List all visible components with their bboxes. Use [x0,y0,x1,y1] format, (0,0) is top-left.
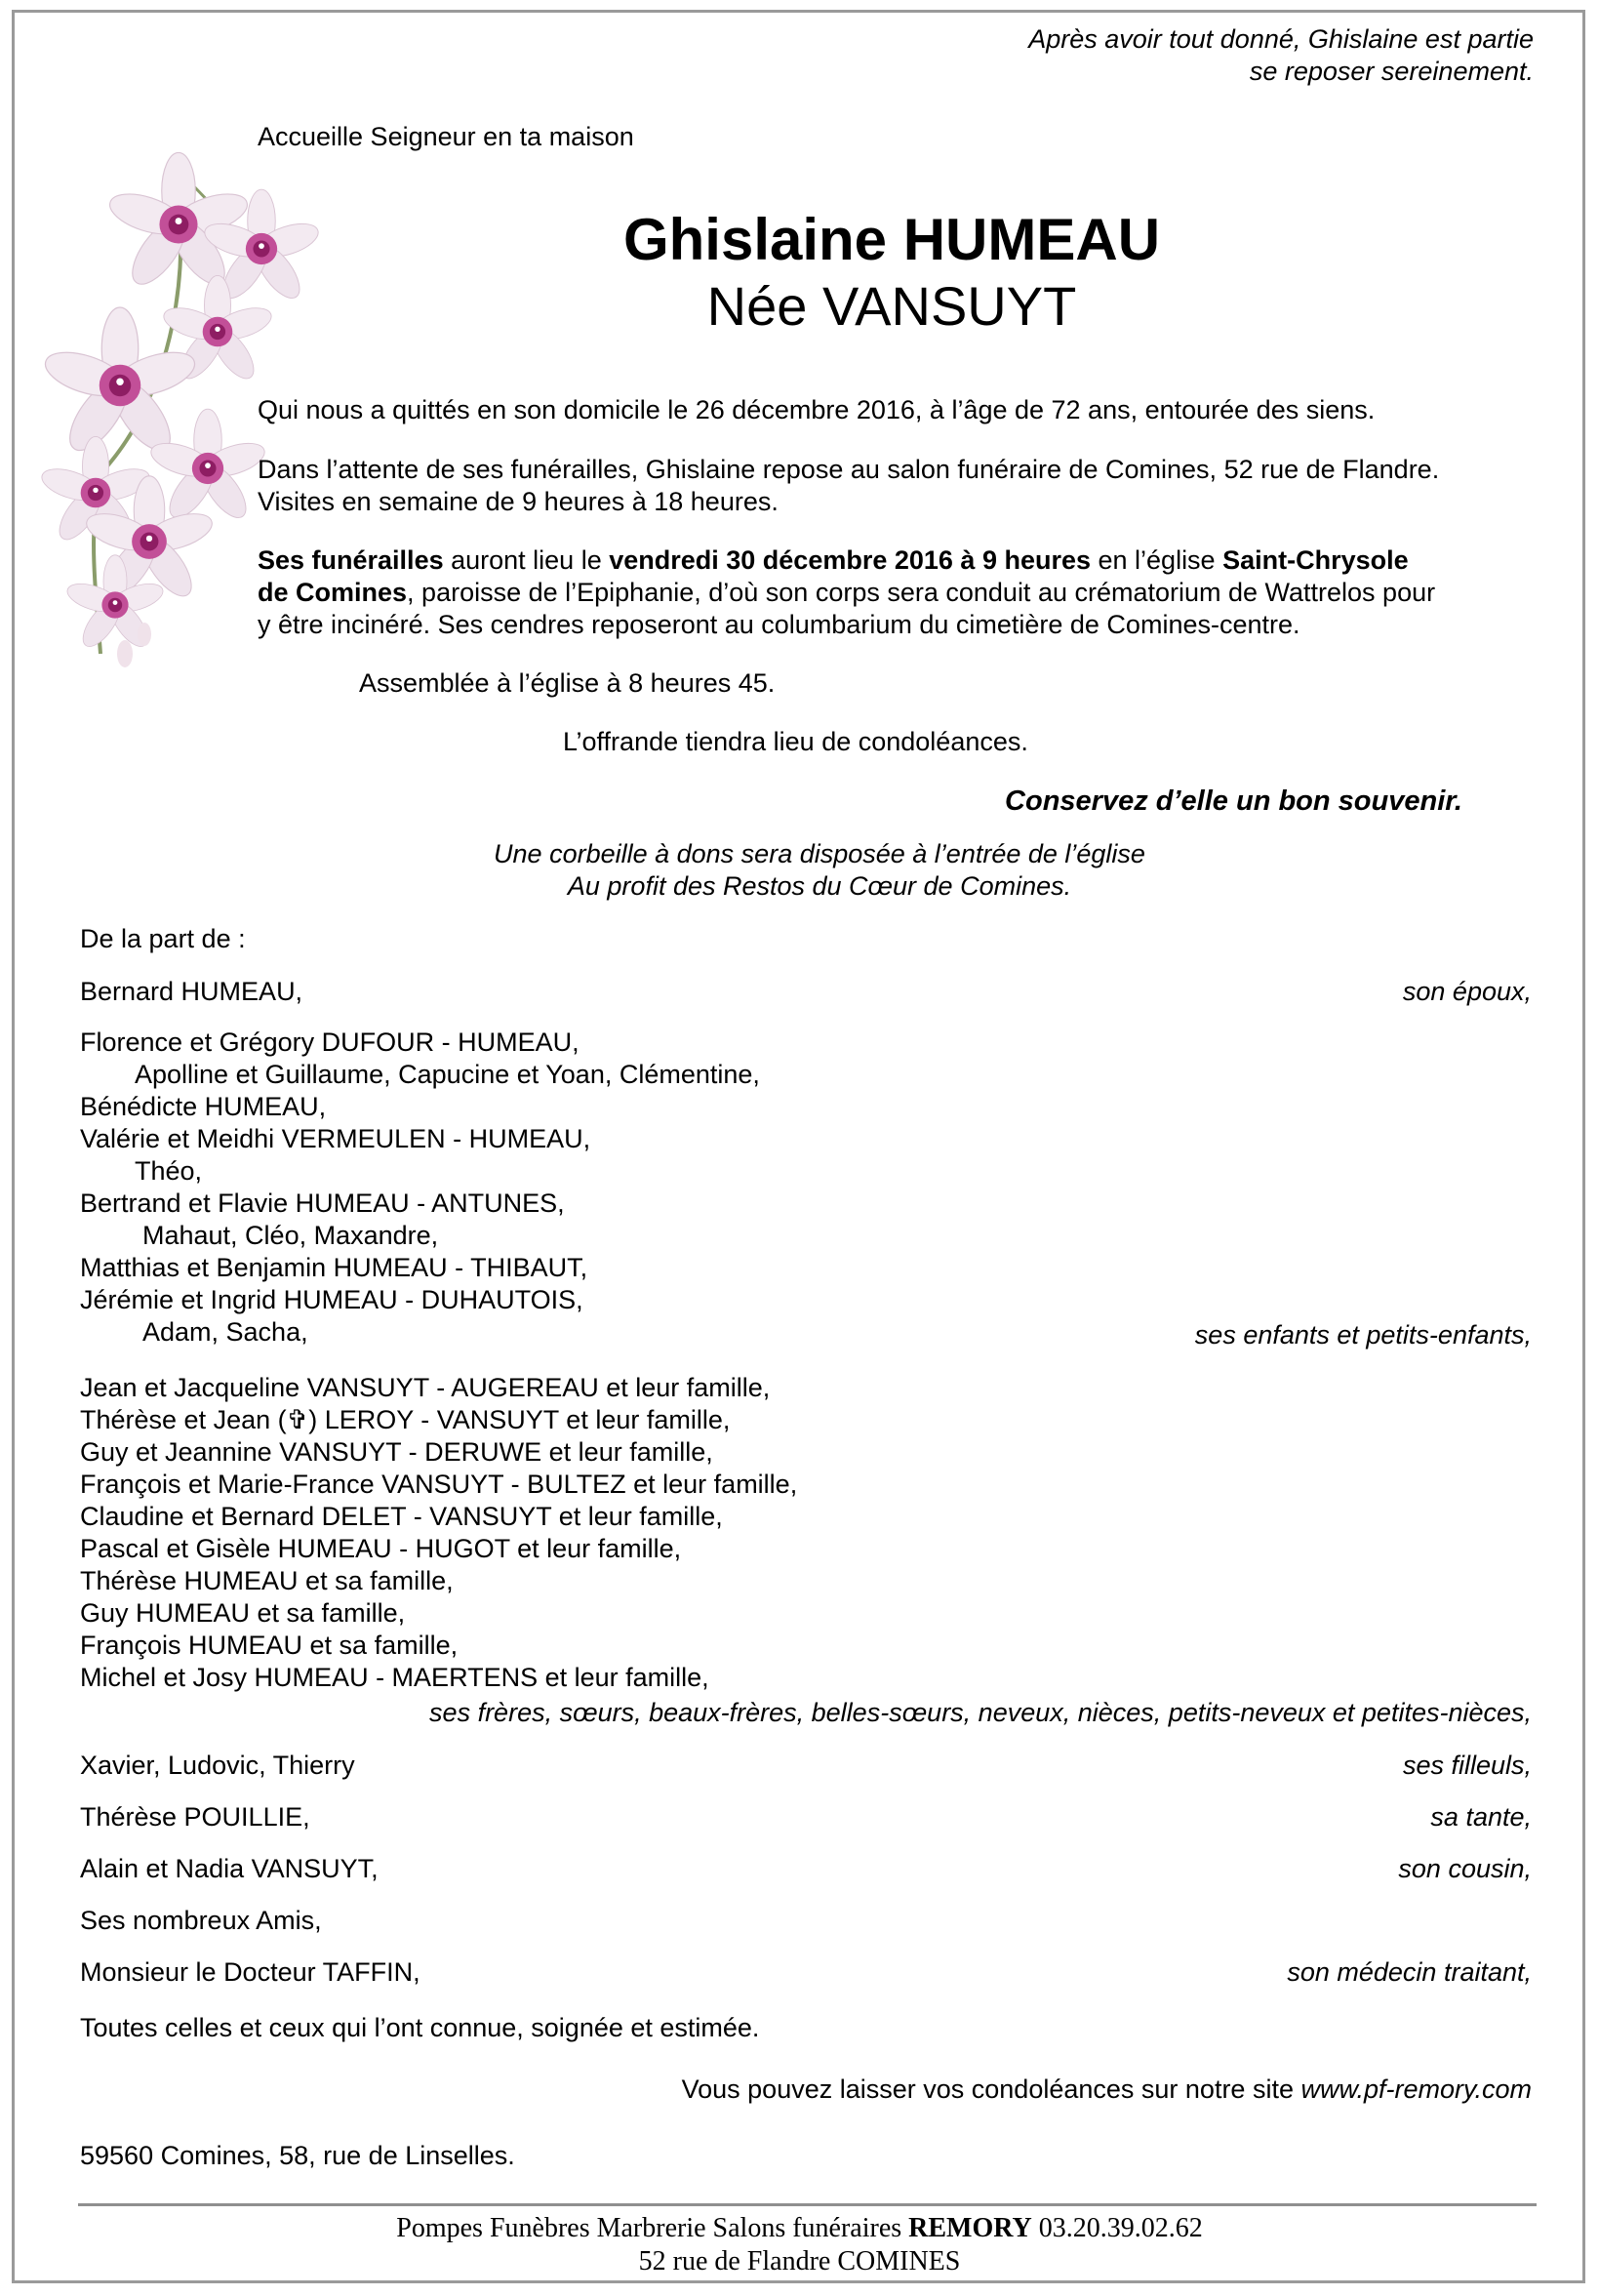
condolences-text: Vous pouvez laisser vos condoléances sur notre site [681,2074,1301,2104]
cousin-role: son cousin, [1398,1854,1532,1883]
list-item: Jean et Jacqueline VANSUYT - AUGEREAU et leur famille, [80,1373,771,1402]
list-item: Guy et Jeannine VANSUYT - DERUWE et leur famille, [80,1437,713,1467]
spouse-name: Bernard HUMEAU, [80,977,303,1006]
basket-line: Une corbeille à dons sera disposée à l’entrée de l’église [494,839,1145,868]
list-item: Florence et Grégory DUFOUR - HUMEAU, [80,1027,580,1057]
condolences-line [682,2074,1532,2106]
list-item: Thérèse et Jean (✞) LEROY - VANSUYT et leur famille, [80,1405,731,1434]
list-item: Théo, [135,1156,203,1186]
list-item: Bertrand et Flavie HUMEAU - ANTUNES, [80,1188,565,1218]
paragraph-funeral-line: y être incinéré. Ses cendres reposeront au columbarium du cimetière de Comines-centre. [258,610,1300,639]
assembly-text: Assemblée à l’église à 8 heures 45. [359,668,776,698]
funeral-text: , paroisse de l’Epiphanie, d’où son corps sera conduit au crématorium de Wattrelos pour [407,578,1436,607]
maiden-name: Née VANSUYT [706,275,1077,337]
from-label: De la part de : [80,924,246,953]
children-list [80,1027,760,1349]
list-item: Apolline et Guillaume, Capucine et Yoan, Clémentine, [135,1060,760,1089]
doctor-name: Monsieur le Docteur TAFFIN, [80,1957,420,1987]
friends-text: Ses nombreux Amis, [80,1906,322,1935]
list-item: Claudine et Bernard DELET - VANSUYT et leur famille, [80,1502,723,1531]
list-item: Pascal et Gisèle HUMEAU - HUGOT et leur famille, [80,1534,682,1563]
prayer-text: Accueille Seigneur en ta maison [258,122,634,151]
godchildren-name: Xavier, Ludovic, Thierry [80,1751,355,1780]
godchildren-role: ses filleuls, [1402,1751,1532,1780]
footer-phone: 03.20.39.02.62 [1031,2213,1203,2243]
footer-services: Pompes Funèbres Marbrerie Salons funéraires [396,2213,909,2243]
paragraph-funeral-line [258,577,1435,609]
siblings-role: ses frères, sœurs, beaux-frères, belles-sœurs, neveux, nièces, petits-neveux et petites-nièces, [429,1698,1532,1727]
footer-divider [78,2203,1537,2206]
aunt-role: sa tante, [1430,1802,1532,1832]
footer [0,2212,1599,2278]
header-quote-line: Après avoir tout donné, Ghislaine est partie [1028,24,1534,54]
list-item: Thérèse HUMEAU et sa famille, [80,1566,454,1595]
doctor-role: son médecin traitant, [1287,1957,1532,1987]
paragraph-rest-line: Visites en semaine de 9 heures à 18 heures. [258,487,779,516]
children-role: ses enfants et petits-enfants, [1194,1320,1532,1349]
list-item: Guy HUMEAU et sa famille, [80,1598,406,1628]
funeral-label: Ses funérailles [258,545,444,575]
paragraph-funeral-line [258,544,1409,577]
spouse-role: son époux, [1402,977,1532,1006]
funeral-text: auront lieu le [443,545,610,575]
footer-company: REMORY [908,2213,1032,2243]
funeral-date: vendredi 30 décembre 2016 à 9 heures [609,545,1091,575]
siblings-list [80,1372,797,1694]
footer-line [0,2212,1599,2245]
basket-notice [371,838,1268,903]
paragraph-death: Qui nous a quittés en son domicile le 26 décembre 2016, à l’âge de 72 ans, entourée des siens. [258,395,1376,424]
list-item: Mahaut, Cléo, Maxandre, [142,1221,439,1250]
deceased-name: Ghislaine HUMEAU [622,207,1161,272]
list-item: Michel et Josy HUMEAU - MAERTENS et leur famille, [80,1663,709,1692]
remember-text: Conservez d’elle un bon souvenir. [1005,785,1462,817]
church-name: Saint-Chrysole [1222,545,1409,575]
paragraph-rest-line: Dans l’attente de ses funérailles, Ghislaine repose au salon funéraire de Comines, 52 rue de Flandre. [258,455,1440,484]
funeral-text: en l’église [1091,545,1223,575]
footer-address: 52 rue de Flandre COMINES [638,2246,961,2276]
list-item: Bénédicte HUMEAU, [80,1092,327,1121]
condolences-link[interactable]: www.pf-remory.com [1300,2074,1532,2104]
aunt-name: Thérèse POUILLIE, [80,1802,310,1832]
list-item: Jérémie et Ingrid HUMEAU - DUHAUTOIS, [80,1285,583,1314]
address-text: 59560 Comines, 58, rue de Linselles. [80,2141,515,2170]
cousin-name: Alain et Nadia VANSUYT, [80,1854,379,1883]
list-item: Adam, Sacha, [142,1317,308,1347]
list-item: François et Marie-France VANSUYT - BULTEZ et leur famille, [80,1470,798,1499]
basket-line: Au profit des Restos du Cœur de Comines. [567,871,1072,901]
offering-text: L’offrande tiendra lieu de condoléances. [563,727,1028,756]
church-name: de Comines [258,578,408,607]
header-quote-line: se reposer sereinement. [1249,57,1534,86]
header-quote [1028,23,1534,88]
list-item: Valérie et Meidhi VERMEULEN - HUMEAU, [80,1124,591,1153]
list-item: Matthias et Benjamin HUMEAU - THIBAUT, [80,1253,588,1282]
list-item: François HUMEAU et sa famille, [80,1631,459,1660]
everyone-text: Toutes celles et ceux qui l’ont connue, soignée et estimée. [80,2013,760,2042]
